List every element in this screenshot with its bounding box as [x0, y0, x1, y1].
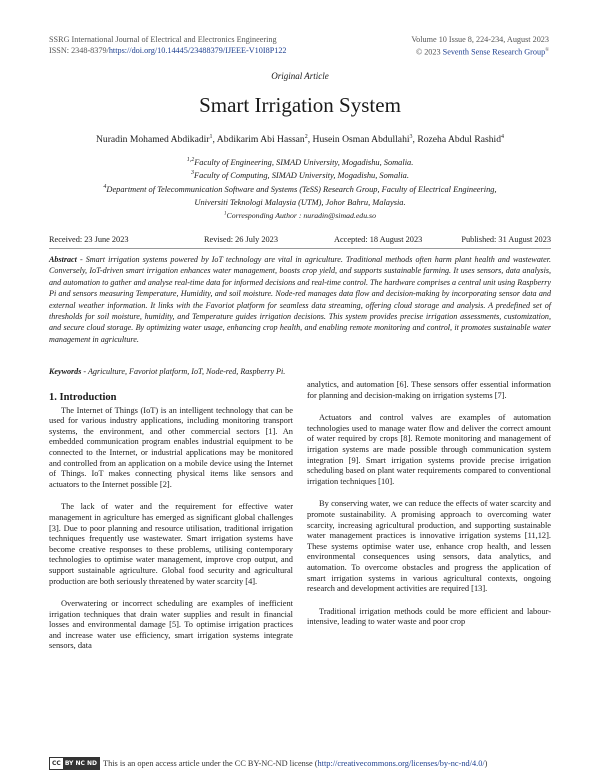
- keywords-label: Keywords: [49, 367, 82, 376]
- received-date: Received: 23 June 2023: [49, 235, 129, 244]
- paragraph: The lack of water and the requirement for effective water management in agriculture has emerged as significant global challenges [3]. Due to poor planning and resource utilisation, traditional irrigation techniques frequently use wastewater. Smart irrigation systems have become creative responses to these problems, utilising contemporary technologies to optimise water management, improve crop output, and support sustainable agriculture. Global food security and agricultural production are both seriously threatened by water scarcity [4].: [49, 502, 293, 586]
- journal-name: SSRG International Journal of Electrical and Electronics Engineering: [49, 35, 277, 44]
- cc-license-badge[interactable]: [49, 757, 100, 770]
- right-column: [307, 380, 551, 638]
- accepted-date: Accepted: 18 August 2023: [334, 235, 423, 244]
- author-sup: 4: [501, 134, 504, 140]
- author-sup: 3: [409, 134, 413, 140]
- paper-title: Smart Irrigation System: [199, 93, 401, 117]
- issn: ISSN: 2348-8379/: [49, 46, 109, 55]
- author-list: Nuradin Mohamed Abdikadir$^1$, Abdikarim Abi Hassan$^2$, Husein Osman Abdullahi$^3$, Rozeha Abdul Rashid$^4$: [96, 134, 504, 146]
- corresponding-author: $^1$Corresponding Author : nuradin@simad.edu.so: [224, 211, 376, 220]
- revised-date: Revised: 26 July 2023: [204, 235, 278, 244]
- paragraph: analytics, and automation [6]. These sensors offer essential information for planning and decision-making on irrigation systems [7].: [307, 380, 551, 400]
- volume-info: Volume 10 Issue 8, 224-234, August 2023: [411, 35, 549, 44]
- affiliations: [40, 155, 560, 208]
- paragraph: By conserving water, we can reduce the effects of water scarcity and promote sustainability. A promising approach to overcoming water scarcity, increasing agricultural production, and supporting sustainable water management practices is innovative irrigation systems [11,12]. These systems optimise water use, enhance crop health, and lessen environmental consequences using sensors, data analytics, and automation. To overcome obstacles and progress the application of smart irrigation systems in various agricultural contexts, ongoing research and development activities are required [13].: [307, 499, 551, 594]
- divider: [49, 248, 551, 249]
- volume-header: [411, 34, 549, 58]
- keywords-text: - Agriculture, Favoriot platform, IoT, Node-red, Raspberry Pi.: [81, 367, 286, 376]
- author-name: Rozeha Abdul Rashid: [417, 134, 501, 146]
- left-column: [49, 393, 293, 663]
- cc-badge-right: BY NC ND: [64, 760, 98, 767]
- author-name: Abdikarim Abi Hassan: [216, 134, 305, 146]
- paragraph: Traditional irrigation methods could be more efficient and labour-intensive, leading to water waste and poor crop: [307, 606, 551, 627]
- license-link[interactable]: http://creativecommons.org/licenses/by-nc-nd/4.0/: [317, 759, 485, 768]
- section-heading: 1. Introduction: [49, 392, 117, 403]
- publisher-link[interactable]: Seventh Sense Research Group: [442, 47, 546, 57]
- cc-badge-left: CC: [52, 760, 61, 767]
- article-type: Original Article: [271, 71, 329, 81]
- registered-mark: ®: [545, 48, 549, 53]
- author-name: Nuradin Mohamed Abdikadir: [96, 134, 210, 146]
- paragraph: Actuators and control valves are examples of automation technologies used to manage water flow and deliver the correct amount of water required by crops [8]. Remote monitoring and management of irrigation systems are made possible through communication system integration [9]. Smart irrigation systems provide precise irrigation scheduling based on plant water requirements compared to conventional irrigation techniques [10].: [307, 413, 551, 486]
- paragraph: The Internet of Things (IoT) is an intelligent technology that can be used for various industry applications, including monitoring transport systems, the environment, and other commercial sectors [1]. An embedded communication program enables industrial equipment to be connected to the Internet, or industrial applications may be monitored and controlled from an application on a mobile device using the Internet of Things. IoT makes connecting physical items like sensors and actuators to the Internet possible [2].: [49, 405, 293, 489]
- abstract: [49, 254, 551, 345]
- affiliation-line: $^4$Department of Telecommunication Software and Systems (TeSS) Research Group, Faculty of Electrical Engineering,: [103, 183, 497, 194]
- license-text: This is an open access article under the CC BY-NC-ND license (: [103, 759, 318, 768]
- license-footer: CC BY NC ND This is an open access article under the CC BY-NC-ND license ( http://creativecommons.org/licenses/by-nc-nd/4.0/ ): [49, 757, 487, 770]
- keywords: [49, 367, 551, 376]
- journal-header: [49, 34, 287, 56]
- copyright: © 2023: [415, 47, 441, 57]
- affiliation-line: $^3$Faculty of Computing, SIMAD University, Mogadishu, Somalia.: [191, 170, 409, 181]
- affiliation-line: $^{1,2}$Faculty of Engineering, SIMAD University, Mogadishu, Somalia.: [186, 157, 414, 167]
- paragraph: Overwatering or incorrect scheduling are examples of inefficient irrigation techniques that drain water supplies and result in financial losses and environmental damage [5]. To optimise irrigation practices and increase water use efficiency, smart irrigation systems integrate sensors, data: [49, 599, 293, 651]
- abstract-label: Abstract: [49, 255, 77, 264]
- author-sup: 1: [209, 134, 213, 140]
- published-date: Published: 31 August 2023: [461, 235, 551, 244]
- doi-link[interactable]: https://doi.org/10.14445/23488379/IJEEE-V10I8P122: [108, 46, 287, 55]
- affiliation-line: Universiti Teknologi Malaysia (UTM), Johor Bahru, Malaysia.: [194, 197, 406, 207]
- abstract-text: - Smart irrigation systems powered by IoT technology are vital in agriculture. Traditional methods often harm plant health and wastewater. Conversely, IoT-driven smart irrigation enhances water management, boosts crop yield, and supports sustainable farming. It uses sensors, data analysis, and automation to gather and analyse real-time data for informed decisions and real-time control. The hardware comprises a central unit using Raspberry Pi and sensors measuring Temperature, Humidity, and soil moisture. Node-red manages data flow and decision-making by incorporating sensor data and external weather information. It links with the Favoriot platform for seamless data streaming, offering cloud storage and analysis. A predefined set of thresholds for soil moisture, humidity, and Temperature guides irrigation decisions. This system provides precise irrigation assessments, customization, and secure cloud storage. By optimizing water usage, enhancing crop health, and enabling remote monitoring and control, it promotes sustainable water management in agriculture.: [49, 255, 551, 344]
- author-sup: 2: [304, 134, 308, 140]
- author-name: Husein Osman Abdullahi: [312, 134, 410, 146]
